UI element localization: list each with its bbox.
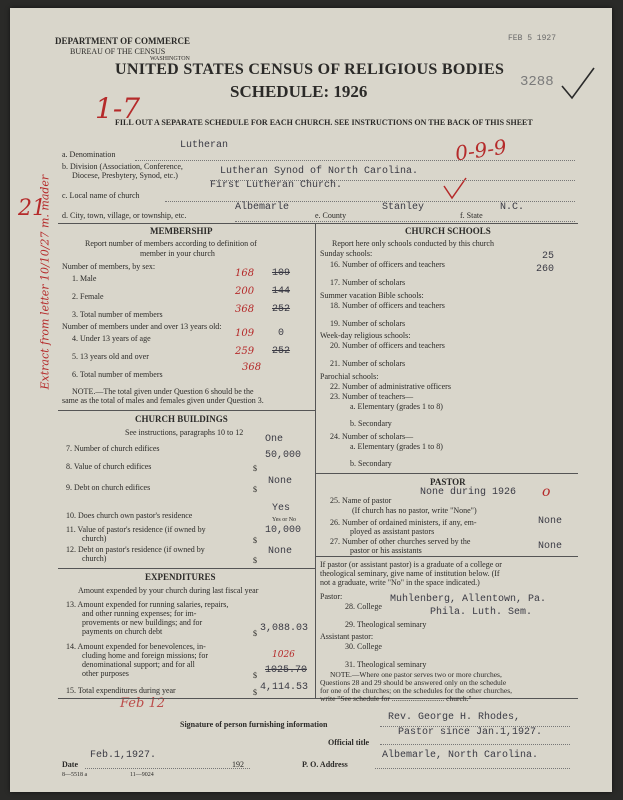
college-value: Muhlenberg, Allentown, Pa. bbox=[390, 594, 547, 605]
q24a-label: a. Elementary (grades 1 to 8) bbox=[350, 442, 443, 451]
state-value: N.C. bbox=[500, 202, 525, 213]
running-expenses-value: 3,088.03 bbox=[260, 623, 309, 634]
county-label: e. County bbox=[315, 211, 347, 220]
other-churches-label-1: 27. Number of other churches served by the bbox=[330, 537, 471, 546]
q22-label: 22. Number of administrative officers bbox=[330, 382, 451, 391]
signature-value: Rev. George H. Rhodes, bbox=[388, 712, 521, 723]
benevolences-handwritten: 1026 bbox=[272, 650, 295, 660]
residence-debt-label-2: church) bbox=[82, 554, 107, 563]
sunday-schools-label: Sunday schools: bbox=[320, 249, 373, 258]
ordained-label-1: 26. Number of ordained ministers, if any, em- bbox=[330, 518, 477, 527]
membership-note-1: NOTE.—The total given under Question 6 should be the bbox=[72, 387, 254, 396]
seminary-value: Phila. Luth. Sem. bbox=[430, 607, 533, 618]
form-subtitle: SCHEDULE: 1926 bbox=[230, 82, 368, 101]
weekday-schools-label: Week-day religious schools: bbox=[320, 331, 411, 340]
signature-label: Signature of person furnishing information bbox=[180, 720, 328, 729]
q16-label: 16. Number of officers and teachers bbox=[330, 260, 445, 269]
official-title-value: Pastor since Jan.1,1927. bbox=[398, 727, 543, 738]
form-title: UNITED STATES CENSUS OF RELIGIOUS BODIES bbox=[115, 61, 505, 78]
dollar-14: $ bbox=[253, 671, 257, 680]
pastor-note-2: Questions 28 and 29 should be answered only on the schedule bbox=[320, 678, 507, 687]
check-mark-icon bbox=[558, 64, 598, 104]
q23-label: 23. Number of teachers— bbox=[330, 392, 414, 401]
form-number: 8—5518 a bbox=[62, 772, 88, 778]
date-year-suffix: 192 bbox=[232, 760, 244, 769]
state-label: f. State bbox=[460, 211, 483, 220]
print-number: 11—9024 bbox=[130, 772, 154, 778]
q23a-label: a. Elementary (grades 1 to 8) bbox=[350, 402, 443, 411]
annotation-top-right: 0-9-9 bbox=[453, 134, 509, 166]
received-stamp: FEB 5 1927 bbox=[508, 34, 557, 43]
expenditures-heading: EXPENDITURES bbox=[145, 572, 216, 582]
ordained-label-2: ployed as assistant pastors bbox=[350, 527, 435, 536]
running-expenses-label-3: provements or new buildings; and for bbox=[82, 618, 203, 627]
official-title-label: Official title bbox=[328, 738, 370, 747]
bureau-city: WASHINGTON bbox=[150, 56, 190, 62]
total-members-value: 252 bbox=[272, 304, 291, 315]
date-value: Feb.1,1927. bbox=[90, 750, 157, 761]
other-churches-value: None bbox=[538, 541, 563, 552]
q23b-label: b. Secondary bbox=[350, 419, 392, 428]
q18-label: 18. Number of officers and teachers bbox=[330, 301, 445, 310]
male-value: 109 bbox=[272, 268, 291, 279]
seminary-label: 29. Theological seminary bbox=[345, 620, 427, 629]
q17-label: 17. Number of scholars bbox=[330, 278, 406, 287]
pastor-note-4: write "See schedule for ............................ church." bbox=[320, 694, 472, 703]
q17-value: 260 bbox=[536, 264, 555, 275]
pastor-name-note: (If church has no pastor, write "None") bbox=[352, 506, 477, 515]
city-value: Albemarle bbox=[235, 202, 290, 213]
age-question-label: Number of members under and over 13 years old: bbox=[62, 322, 222, 331]
benevolences-label-4: other purposes bbox=[82, 669, 129, 678]
q20-label: 20. Number of officers and teachers bbox=[330, 341, 445, 350]
graduate-note-1: If pastor (or assistant pastor) is a graduate of a college or bbox=[320, 560, 502, 569]
running-expenses-label-1: 13. Amount expended for running salaries, repairs, bbox=[66, 600, 229, 609]
department-name: DEPARTMENT OF COMMERCE bbox=[55, 36, 191, 46]
expenditures-sub: Amount expended by your church during last fiscal year bbox=[78, 586, 259, 595]
graduate-note-2: theological seminary, give name of institution below. (If bbox=[320, 569, 500, 578]
membership-intro-2: member in your church bbox=[140, 249, 215, 258]
assistant-college-label: 30. College bbox=[345, 642, 382, 651]
residence-value-label-1: 11. Value of pastor's residence (if owned by bbox=[66, 525, 206, 534]
female-value: 144 bbox=[272, 286, 291, 297]
po-address-label: P. O. Address bbox=[302, 760, 348, 769]
over-13-handwritten: 259 bbox=[235, 346, 255, 357]
under-13-handwritten: 109 bbox=[235, 328, 255, 339]
vacation-schools-label: Summer vacation Bible schools: bbox=[320, 291, 424, 300]
running-expenses-label-4: payments on church debt bbox=[82, 627, 163, 636]
buildings-heading: CHURCH BUILDINGS bbox=[135, 414, 228, 424]
county-value: Stanley bbox=[382, 202, 425, 213]
female-handwritten: 200 bbox=[235, 286, 255, 297]
edifice-debt-label: 9. Debt on church edifices bbox=[66, 483, 151, 492]
edifices-label: 7. Number of church edifices bbox=[66, 444, 160, 453]
yes-no-hint: Yes or No bbox=[272, 517, 297, 523]
parochial-schools-label: Parochial schools: bbox=[320, 372, 379, 381]
running-expenses-label-2: and other running expenses; for im- bbox=[82, 609, 197, 618]
graduate-note-3: not a graduate, write "No" in the space indicated.) bbox=[320, 578, 480, 587]
members-by-sex-label: Number of members, by sex: bbox=[62, 262, 156, 271]
membership-intro-1: Report number of members according to definition of bbox=[85, 239, 257, 248]
q21-label: 21. Number of scholars bbox=[330, 359, 406, 368]
assistant-pastor-sublabel: Assistant pastor: bbox=[320, 632, 374, 641]
pastor-name-label: 25. Name of pastor bbox=[330, 496, 392, 505]
po-address-value: Albemarle, North Carolina. bbox=[382, 750, 539, 761]
date-label: Date bbox=[62, 760, 78, 769]
annotation-top-left: 1-7 bbox=[95, 92, 141, 125]
total-age-handwritten: 368 bbox=[242, 362, 262, 373]
division-label-2: Diocese, Presbytery, Synod, etc.) bbox=[72, 171, 178, 180]
other-churches-label-2: pastor or his assistants bbox=[350, 546, 422, 555]
total-age-label: 6. Total number of members bbox=[72, 370, 163, 379]
local-name-value: First Lutheran Church. bbox=[210, 180, 343, 191]
benevolences-label-3: denominational support; and for all bbox=[82, 660, 195, 669]
schools-sub: Report here only schools conducted by this church bbox=[332, 239, 494, 248]
annotation-side-number: 21 bbox=[18, 196, 46, 221]
pastor-note-1: NOTE.—Where one pastor serves two or more churches, bbox=[330, 670, 502, 679]
q16-value: 25 bbox=[542, 251, 555, 262]
edifice-debt-value: None bbox=[268, 476, 293, 487]
membership-note-2: same as the total of males and females given under Question 3. bbox=[62, 396, 264, 405]
annotation-bottom-left: Feb 12 bbox=[120, 696, 165, 711]
division-value: Lutheran Synod of North Carolina. bbox=[220, 166, 419, 177]
division-label-1: b. Division (Association, Conference, bbox=[62, 162, 183, 171]
residence-value: 10,000 bbox=[265, 525, 302, 536]
city-label: d. City, town, village, or township, etc. bbox=[62, 211, 187, 220]
membership-heading: MEMBERSHIP bbox=[150, 226, 213, 236]
pastor-heading: PASTOR bbox=[430, 477, 466, 487]
dollar-8: $ bbox=[253, 464, 257, 473]
dollar-12: $ bbox=[253, 556, 257, 565]
pastor-sublabel: Pastor: bbox=[320, 592, 343, 601]
red-circle-mark: o bbox=[542, 484, 551, 500]
male-label: 1. Male bbox=[72, 274, 97, 283]
edifice-value: 50,000 bbox=[265, 450, 302, 461]
assistant-seminary-label: 31. Theological seminary bbox=[345, 660, 427, 669]
annotation-side-note: Extract from letter 10/10/27 m. mader bbox=[38, 174, 52, 390]
dollar-9: $ bbox=[253, 485, 257, 494]
male-handwritten: 168 bbox=[235, 268, 255, 279]
over-13-value: 252 bbox=[272, 346, 291, 357]
buildings-sub: See instructions, paragraphs 10 to 12 bbox=[125, 428, 244, 437]
total-expenditures-label: 15. Total expenditures during year bbox=[66, 686, 176, 695]
q24-label: 24. Number of scholars— bbox=[330, 432, 414, 441]
residence-debt-value: None bbox=[268, 546, 293, 557]
benevolences-label-1: 14. Amount expended for benevolences, in- bbox=[66, 642, 206, 651]
total-expenditures-value: 4,114.53 bbox=[260, 682, 309, 693]
ordained-value: None bbox=[538, 516, 563, 527]
owns-residence-value: Yes bbox=[272, 503, 291, 514]
q24b-label: b. Secondary bbox=[350, 459, 392, 468]
total-members-label: 3. Total number of members bbox=[72, 310, 163, 319]
under-13-label: 4. Under 13 years of age bbox=[72, 334, 151, 343]
serial-number: 3288 bbox=[520, 74, 554, 90]
under-13-value: 0 bbox=[278, 328, 285, 339]
pastor-name-value: None during 1926 bbox=[420, 487, 517, 498]
residence-value-label-2: church) bbox=[82, 534, 107, 543]
q19-label: 19. Number of scholars bbox=[330, 319, 406, 328]
female-label: 2. Female bbox=[72, 292, 104, 301]
census-schedule-sheet bbox=[10, 8, 612, 792]
edifice-value-label: 8. Value of church edifices bbox=[66, 462, 152, 471]
edifices-value: One bbox=[265, 434, 284, 445]
residence-debt-label-1: 12. Debt on pastor's residence (if owned by bbox=[66, 545, 205, 554]
owns-residence-label: 10. Does church own pastor's residence bbox=[66, 511, 193, 520]
pastor-note-3: for one of the churches; on the schedules for the other churches, bbox=[320, 686, 513, 695]
denomination-value: Lutheran bbox=[180, 140, 229, 151]
college-label: 28. College bbox=[345, 602, 382, 611]
benevolences-value: 1025.70 bbox=[265, 665, 308, 676]
total-members-handwritten: 368 bbox=[235, 304, 255, 315]
fill-instructions: FILL OUT A SEPARATE SCHEDULE FOR EACH CHURCH. SEE INSTRUCTIONS ON THE BACK OF THIS SHEET bbox=[115, 118, 533, 127]
bureau-name: BUREAU OF THE CENSUS bbox=[70, 47, 166, 56]
dollar-11: $ bbox=[253, 536, 257, 545]
denomination-label: a. Denomination bbox=[62, 150, 116, 159]
local-name-label: c. Local name of church bbox=[62, 191, 140, 200]
dollar-13: $ bbox=[253, 629, 257, 638]
schools-heading: CHURCH SCHOOLS bbox=[405, 226, 491, 236]
benevolences-label-2: cluding home and foreign missions; for bbox=[82, 651, 208, 660]
over-13-label: 5. 13 years old and over bbox=[72, 352, 149, 361]
dollar-15: $ bbox=[253, 688, 257, 697]
